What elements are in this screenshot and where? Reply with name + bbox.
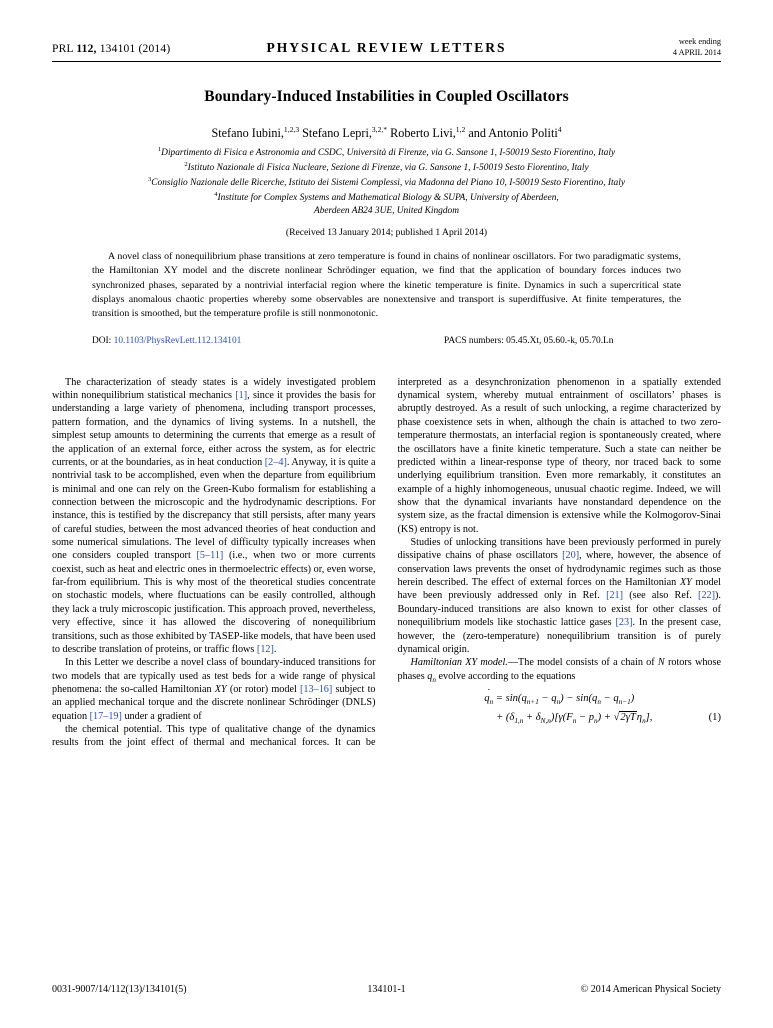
affiliation-3: $^3$Consiglio Nazionale delle Ricerche, Istituto dei Sistemi Complessi, via Madonna del Piano 10, I-50019 Sesto Fiorentino, Italy [147, 176, 626, 189]
issue-date: 4 APRIL 2014 [672, 47, 721, 57]
article-page [0, 28, 773, 1028]
equation-1 [398, 692, 722, 726]
author-list: Stefano Iubini,$^{1,2,3}$ Stefano Lepri,$^{3,2,*}$ Roberto Livi,$^{1,2}$ and Antonio Politi$^4$ [211, 125, 562, 141]
paragraph-right-3: Hamiltonian XY model.—The model consists of a chain of N rotors whose phases $q_n$ evolve according to the equations [397, 657, 721, 684]
affiliation-4: $^4$Institute for Complex Systems and Mathematical Biology & SUPA, University of Aberdeen, [214, 191, 559, 204]
citation-5-11[interactable]: [5–11] [196, 550, 224, 562]
page-header [52, 28, 721, 62]
citation-22[interactable]: [22] [698, 590, 716, 602]
citation-12[interactable]: [12] [256, 643, 274, 655]
journal-ref-rest: 134101 (2014) [96, 43, 171, 55]
page-footer [52, 984, 721, 998]
received-date: (Received 13 January 2014; published 1 April 2014) [285, 227, 488, 239]
issn-code: 0031-9007/14/112(13)/134101(5) [52, 984, 187, 995]
article-body [52, 376, 721, 750]
affiliation-1: $^1$Dipartimento di Fisica e Astronomia and CSDC, Università di Firenze, via G. Sansone 1, I-50019 Sesto Fiorentino, Italy [157, 146, 616, 159]
doi-pacs-row [92, 336, 681, 350]
citation-20[interactable]: [20] [562, 550, 580, 562]
journal-ref-volume: 112, [76, 43, 97, 55]
citation-21[interactable]: [21] [606, 590, 624, 602]
doi [92, 336, 241, 346]
citation-17-19[interactable]: [17–19] [89, 710, 122, 722]
week-ending-label: week ending [678, 36, 721, 46]
affiliation-5: Aberdeen AB24 3UE, United Kingdom [313, 206, 460, 217]
citation-1[interactable]: [1] [235, 390, 248, 402]
doi-link[interactable]: 10.1103/PhysRevLett.112.134101 [113, 335, 242, 346]
section-lead-in: Hamiltonian XY model. [410, 657, 508, 669]
equation-1-line-2: + $(\delta_{1,n} + \delta_{N,n})[\gamma(F_n - p_n) + √2\gamma T\eta_n]$, (1) [496, 711, 721, 725]
citation-23[interactable]: [23] [615, 617, 633, 629]
equation-1-number: (1) [708, 711, 721, 723]
paragraph-left-2: In this Letter we describe a novel class of boundary-induced transitions for two models that are typically used as test beds for a wide range of physical phenomena: the so-called Hamiltonian XY (or rotor) model [13–16] subject to an applied mechanical torque and the discrete nonlinear Schrödinger (DNLS) equation [17–19] under a gradient of [52, 657, 376, 722]
journal-ref-prefix: PRL [52, 43, 77, 55]
issue-info [673, 36, 721, 58]
citation-2-4[interactable]: [2–4] [264, 456, 287, 468]
affiliation-block [42, 145, 731, 218]
journal-title: PHYSICAL REVIEW LETTERS [266, 40, 507, 55]
paragraph-left-1: The characterization of steady states is a widely investigated problem within nonequilibrium statistical mechanics [1], since it provides the basis for understanding a large variety of phenomena, including transport processes, pattern formation, and the dynamics of living systems. In a nutshell, the simplest setup amounts to determining the currents that emerge as a result of the application of an external force, either across the system, as for electric currents, or at the boundaries, as in heat conduction [2–4]. Anyway, it is quite a nontrivial task to be accomplished, even when the departure from equilibrium is minimal and one can rely on the Green-Kubo formalism for establishing a connection between the microscopic and the hydrodynamic descriptions. For instance, this is testified by the discrepancy that still persists, after many years of careful studies, between the most advanced theories of heat conduction and some numerical simulations. The level of difficulty typically increases when one considers coupled transport [5–11] (i.e., when two or more currents coexist, such as heat and electric ones in thermoelectric effects) or, even worse, far-from equilibrium. This is why most of the theoretical studies concentrate on stochastic models, where fluctuations can be easily controlled, although they lack a truly microscopic justification. This approach proved, nevertheless, very effective, since it has allowed the discovering of nonequilibrium transitions, such as those exhibited by TASEP-like models, that have been used to describe translation of proteins, or traffic flows [12]. [52, 376, 376, 655]
affiliation-2: $^2$Istituto Nazionale di Fisica Nucleare, Sezione di Firenze, via G. Sansone 1, I-50019 Sesto Fiorentino, Italy [184, 161, 589, 174]
pacs-numbers: PACS numbers: 05.45.Xt, 05.60.-k, 05.70.Ln [444, 335, 614, 346]
paragraph-right-1: the chemical potential. This type of qualitative change of the dynamics results from the joint effect of thermal and mechanical forces. It can be interpreted as a desynchronization phenomenon in a spatially extended dynamical system, whereby mutual entrainment of oscillators’ phases is abruptly destroyed. As a result of such unlocking, a regime characterized by phase coexistence sets in when, although the chain is attached to two zero-temperature thermostats, an interfacial region is spontaneously created, where the oscillators have a finite kinetic temperature. Such a state can neither be predicted within a linear-response type of theory, nor traced back to some underlying equilibrium transition. Even more remarkably, it constitutes an example of a highly inhomogeneous, unusual chaotic regime. Indeed, we will show that the dynamical invariants have nonstandard dependence on the system size, as the fractal dimension is extensive while the Kolmogorov-Sinai (KS) entropy is not. [52, 376, 721, 749]
doi-label: DOI: [92, 335, 114, 346]
copyright: © 2014 American Physical Society [580, 984, 721, 995]
page-number: 134101-1 [367, 984, 406, 995]
citation-13-16[interactable]: [13–16] [300, 683, 333, 695]
paragraph-right-2: Studies of unlocking transitions have been previously performed in purely dissipative chains of phase oscillators [20], where, however, the absence of conservation laws prevents the onset of hydrodynamic regimes such as those herein described. The effect of external forces on the Hamiltonian XY model have been previously addressed only in Ref. [21] (see also Ref. [22]). Boundary-induced transitions are also known to exist for other classes of nonequilibrium models like stochastic lattice gases [23]. In the present case, however, the (zero-temperature) nonequilibrium transition is of purely dynamical origin. [397, 537, 721, 655]
page-title: Boundary-Induced Instabilities in Coupled Oscillators [204, 88, 569, 105]
equation-1-line-1: ˙ $q_n = \sin(q_{n+1} - q_n) - \sin(q_n - q_{n-1})$ [398, 692, 722, 708]
abstract: A novel class of nonequilibrium phase transitions at zero temperature is found in chains of nonlinear oscillators. For two paradigmatic systems, the Hamiltonian XY model and the discrete nonlinear Schrödinger equation, we find that the application of boundary forces induces two synchronized phases, separated by a nontrivial interfacial region where the kinetic temperature is finite. Dynamics in such a supercritical state displays anomalous chaotic properties whereby some observables are nonextensive and transport is superdiffusive. At finite temperatures, the transition is smoothed, but the temperature profile is still nonmonotonic. [92, 251, 681, 319]
header-divider [52, 61, 721, 62]
